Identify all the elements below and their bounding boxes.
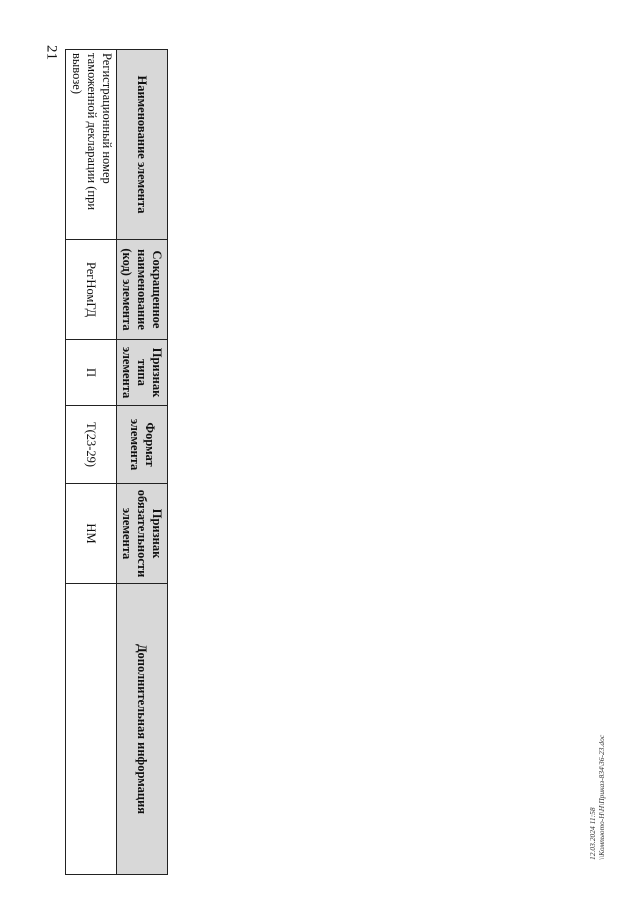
cell-element-type: П xyxy=(66,340,117,406)
table-row xyxy=(66,50,117,875)
cell-element-required: НМ xyxy=(66,484,117,584)
cell-element-format: T(23-29) xyxy=(66,406,117,484)
table-header-row xyxy=(117,50,168,875)
header-element-type: Признак типа элемента xyxy=(117,340,168,406)
element-table-wrapper xyxy=(70,49,168,874)
element-table xyxy=(65,49,168,875)
footer-timestamp: 12.03.2024 11:58 xyxy=(588,807,597,860)
cell-element-code: РегНомГД xyxy=(66,240,117,340)
header-element-required: Признак обязательности элемента xyxy=(117,484,168,584)
page-number: 21 xyxy=(43,45,60,60)
header-element-name: Наименование элемента xyxy=(117,50,168,240)
cell-additional-info xyxy=(66,584,117,875)
header-element-code: Сокращенное наименование (код) элемента xyxy=(117,240,168,340)
header-element-format: Формат элемента xyxy=(117,406,168,484)
footer-file-path: \\Компьюто-Н\Н\Приказ-834\36-23.doc xyxy=(597,734,607,860)
header-additional-info: Дополнительная информация xyxy=(117,584,168,875)
cell-element-name: Регистрационный номер таможенной декларации (при вывозе) xyxy=(66,50,117,240)
